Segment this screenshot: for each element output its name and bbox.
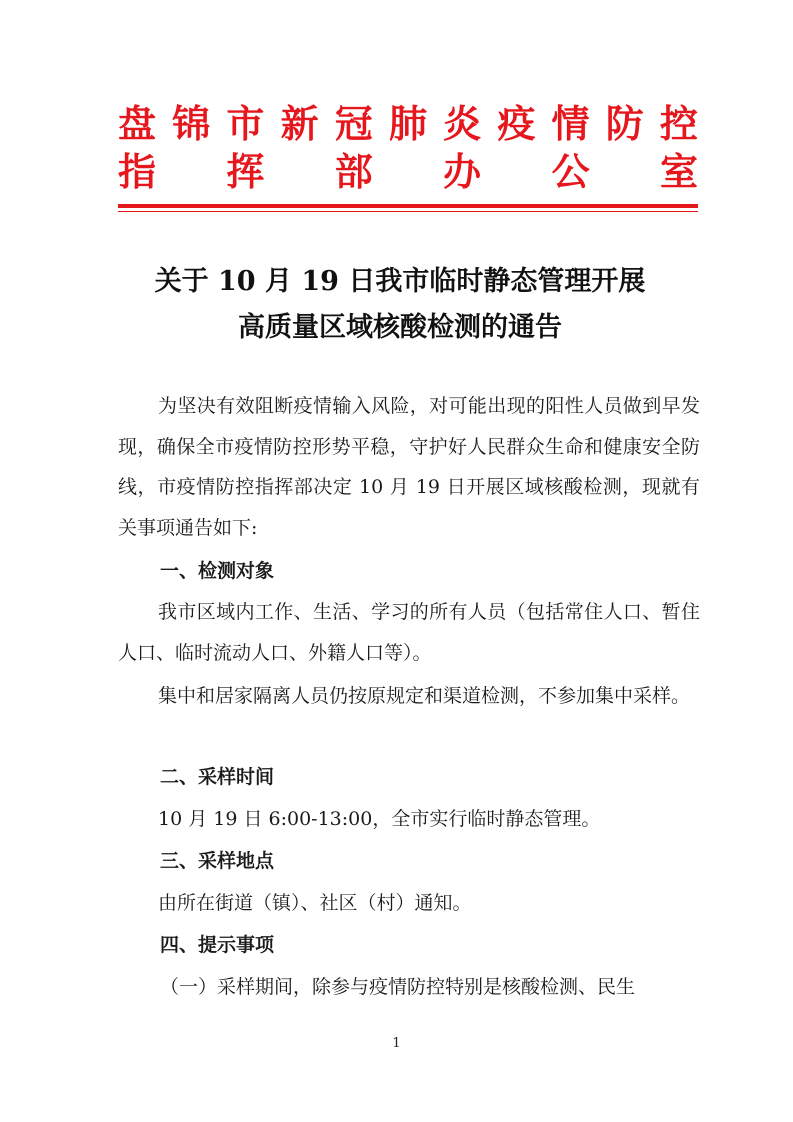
header-char: 市 [226, 101, 265, 146]
header-char: 指 [118, 149, 157, 194]
section4-heading: 四、提示事项 [160, 934, 275, 956]
header-char: 疫 [497, 101, 536, 146]
header-char: 防 [605, 101, 644, 146]
section2-paragraph1: 10 月 19 日 6:00-13:00，全市实行临时静态管理。 [158, 808, 601, 830]
section1-paragraph1: 我市区域内工作、生活、学习的所有人员（包括常住人口、暂住人口、临时流动人口、外籍人口等）。 [118, 601, 700, 664]
header-char: 控 [659, 101, 698, 146]
header-divider-thin [118, 211, 698, 212]
page-number: 1 [392, 1036, 401, 1051]
header-char: 新 [280, 101, 319, 146]
document-title-line1: 关于 10 月 19 日我市临时静态管理开展 [154, 266, 646, 297]
document-title-line2: 高质量区域核酸检测的通告 [238, 312, 562, 343]
header-char: 挥 [226, 149, 265, 194]
header-char: 盘 [118, 101, 157, 146]
section1-paragraph2: 集中和居家隔离人员仍按原规定和渠道检测，不参加集中采样。 [158, 685, 691, 707]
intro-paragraph: 为坚决有效阻断疫情输入风险，对可能出现的阳性人员做到早发现，确保全市疫情防控形势平稳，守护好人民群众生命和健康安全防线，市疫情防控指挥部决定 10 月 19 日开展区域核酸检测，现就有关事项通告如下: [118, 395, 700, 539]
header-char: 情 [551, 101, 590, 146]
header-divider-thick [118, 204, 698, 208]
section1-heading: 一、检测对象 [160, 560, 275, 582]
section3-heading: 三、采样地点 [160, 850, 275, 872]
header-char: 锦 [172, 101, 211, 146]
header-char: 公 [551, 149, 590, 194]
section2-heading: 二、采样时间 [160, 766, 275, 788]
header-char: 肺 [388, 101, 427, 146]
header-char: 室 [659, 149, 698, 194]
header-char: 炎 [443, 101, 482, 146]
issuer-header-line1 [118, 100, 698, 148]
section3-paragraph1: 由所在街道（镇）、社区（村）通知。 [158, 892, 472, 914]
header-char: 部 [334, 149, 373, 194]
header-char: 办 [443, 149, 482, 194]
section4-paragraph1: （一）采样期间，除参与疫情防控特别是核酸检测、民生 [160, 976, 636, 998]
issuer-header-line2 [118, 148, 698, 196]
header-char: 冠 [334, 101, 373, 146]
